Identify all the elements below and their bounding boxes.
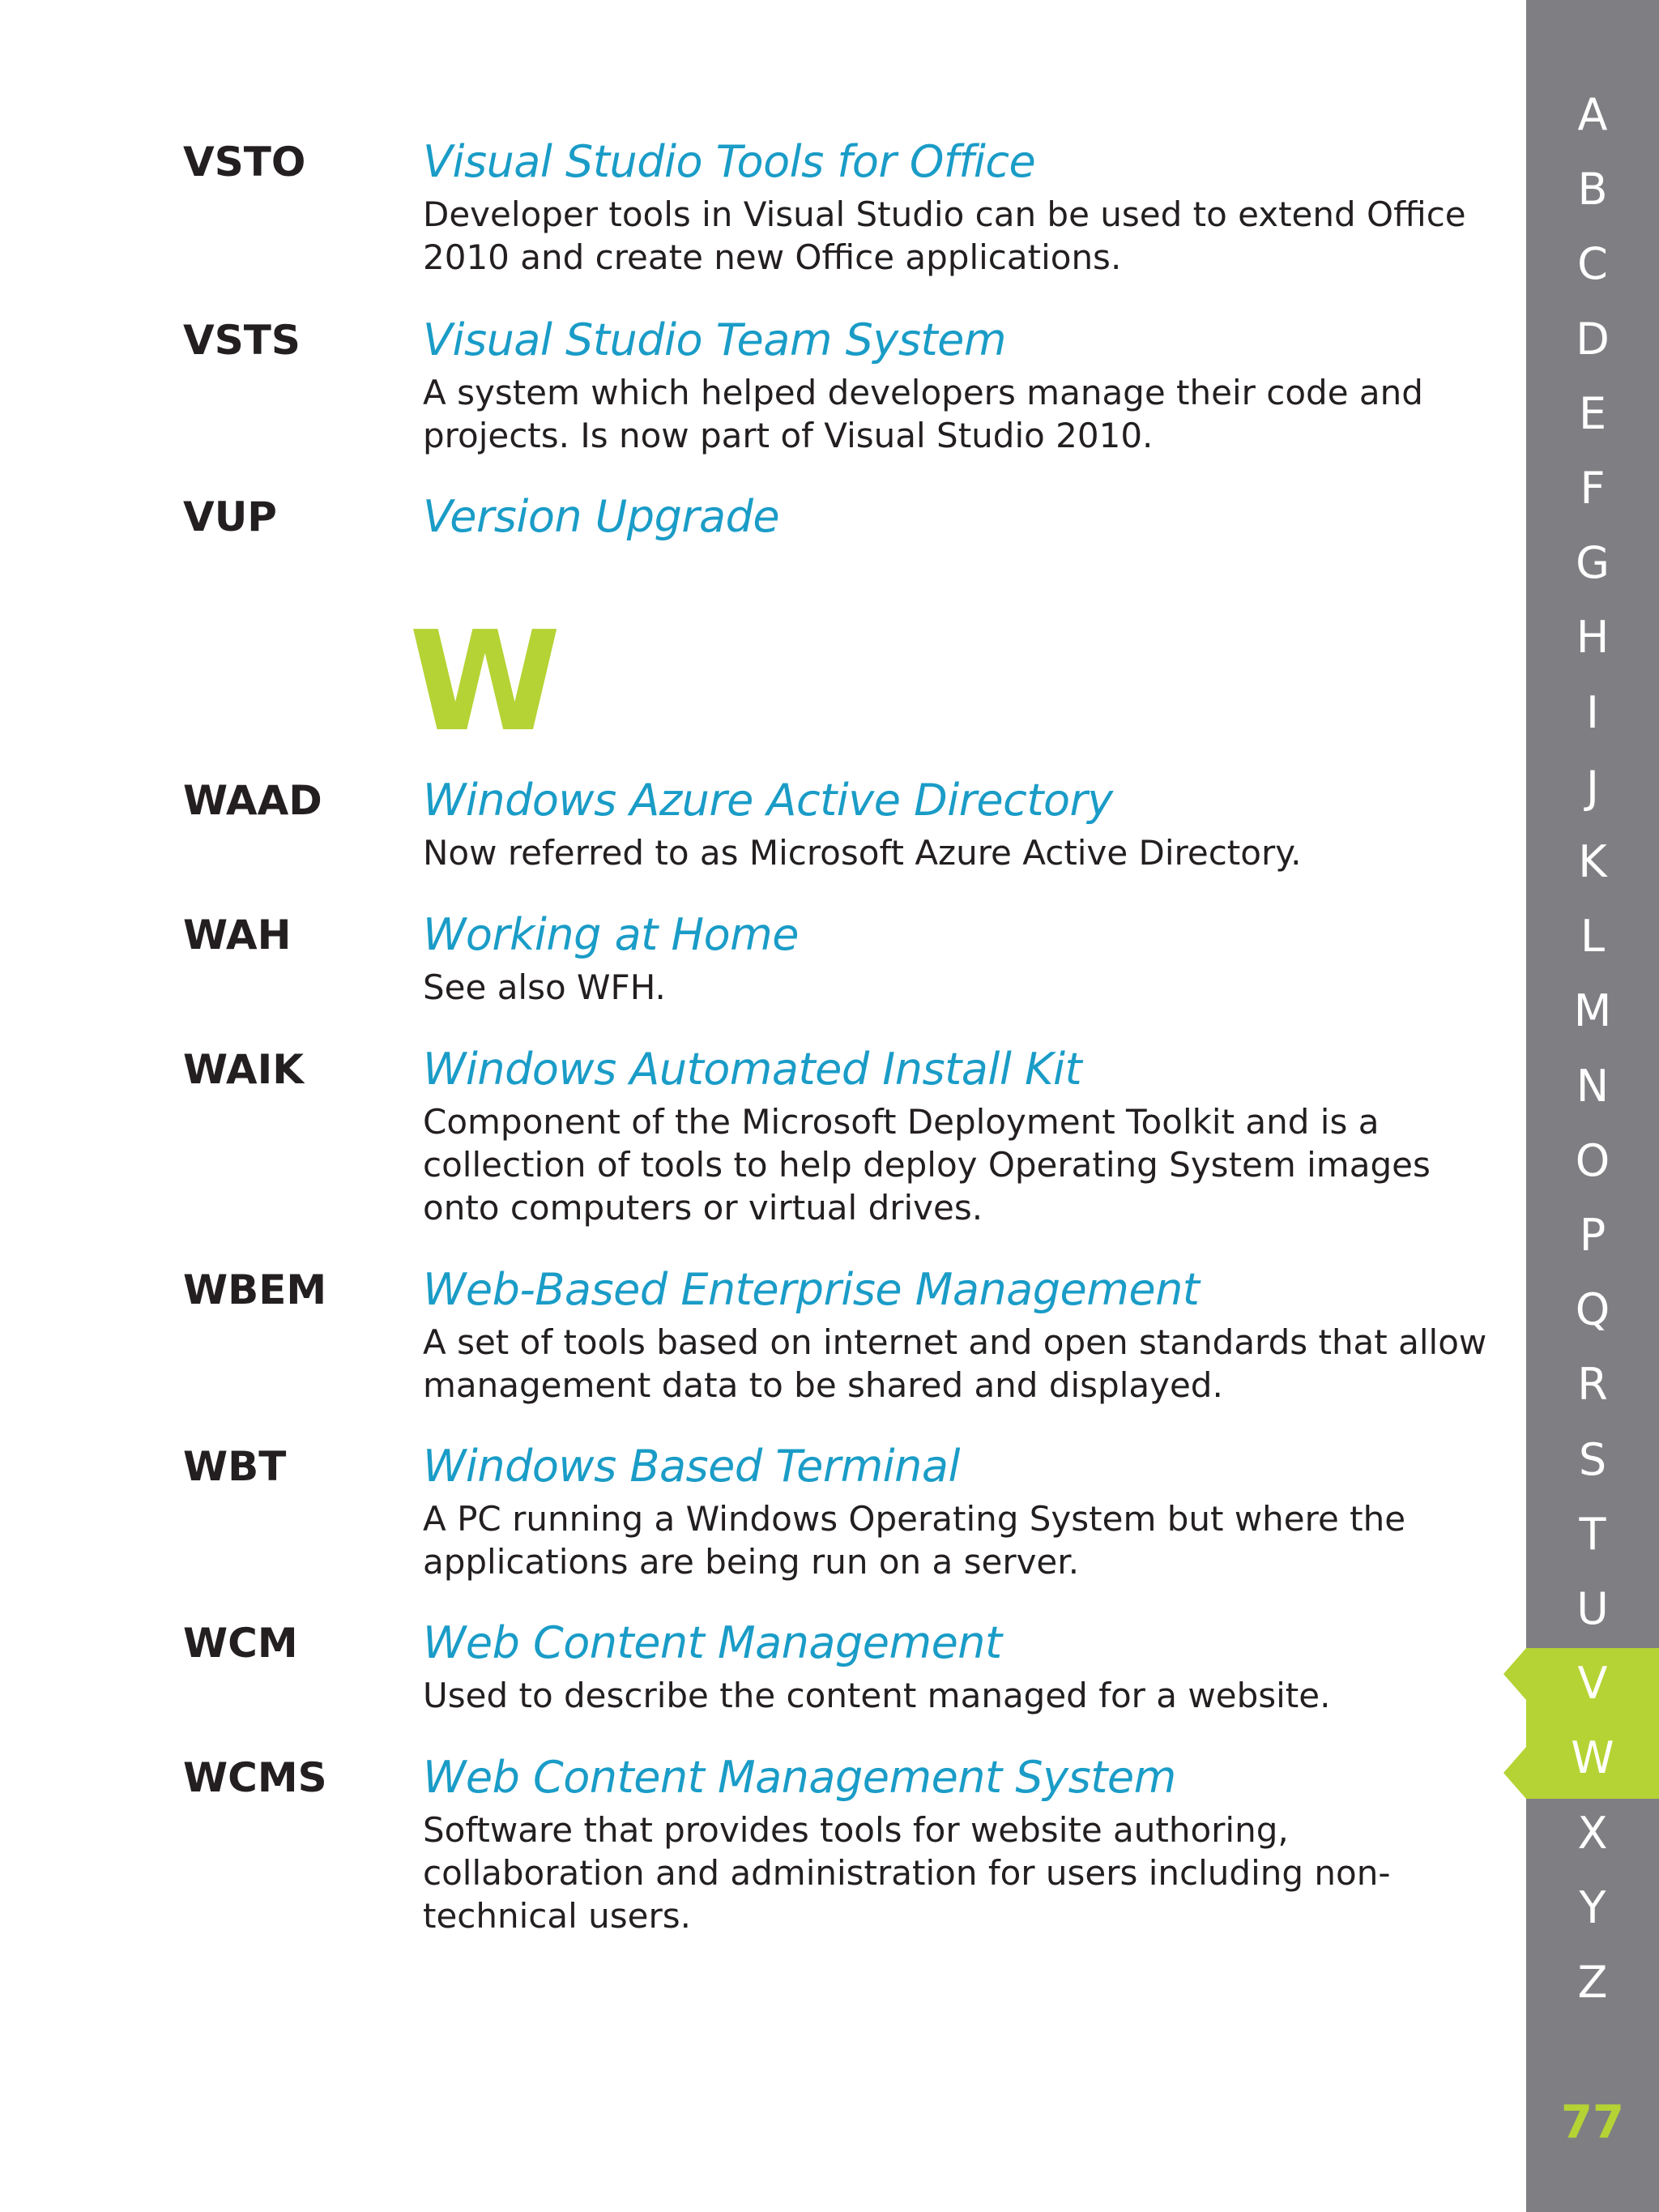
index-letter-r[interactable]: R	[1577, 1359, 1608, 1410]
entry-abbreviation: WAH	[183, 912, 292, 959]
description-line: A PC running a Windows Operating System but where the	[423, 1499, 1406, 1539]
description-line: technical users.	[423, 1896, 691, 1936]
entry-abbreviation: VUP	[183, 493, 277, 540]
entry-description	[423, 371, 1476, 457]
index-letter-q[interactable]: Q	[1575, 1284, 1610, 1335]
index-letter-c[interactable]: C	[1577, 238, 1608, 289]
index-letter-s[interactable]: S	[1578, 1434, 1607, 1485]
index-letter-p[interactable]: P	[1579, 1210, 1606, 1261]
entry-abbreviation: VSTO	[183, 139, 306, 186]
index-letter-o[interactable]: O	[1575, 1135, 1610, 1186]
index-letter-n[interactable]: N	[1576, 1061, 1610, 1112]
entry-expansion: Windows Based Terminal	[423, 1441, 960, 1492]
entry-expansion: Windows Azure Active Directory	[423, 775, 1113, 826]
index-letter-k[interactable]: K	[1578, 836, 1607, 887]
description-line: 2010 and create new Office applications.	[423, 237, 1122, 277]
entry-abbreviation: WAAD	[183, 777, 322, 824]
entry-description	[423, 831, 1476, 874]
description-line: A system which helped developers manage their code and	[423, 373, 1423, 412]
entry-abbreviation: WBEM	[183, 1266, 327, 1313]
index-letter-y[interactable]: Y	[1579, 1882, 1606, 1933]
entry-description	[423, 1808, 1476, 1937]
entry-description	[423, 1100, 1476, 1229]
entry-abbreviation: WCM	[183, 1620, 298, 1667]
entry-description	[423, 966, 1476, 1009]
index-letter-z[interactable]: Z	[1577, 1957, 1608, 2008]
index-letter-w[interactable]: W	[1571, 1732, 1614, 1783]
index-letter-f[interactable]: F	[1580, 463, 1606, 514]
entry-description	[423, 1674, 1476, 1717]
description-line: collection of tools to help deploy Operating System images	[423, 1145, 1431, 1185]
description-line: onto computers or virtual drives.	[423, 1188, 983, 1228]
entry-abbreviation: WBT	[183, 1443, 287, 1490]
entry-expansion: Visual Studio Tools for Office	[423, 136, 1036, 187]
entry-description	[423, 193, 1476, 279]
entry-expansion: Web Content Management System	[423, 1752, 1176, 1803]
index-letter-b[interactable]: B	[1577, 164, 1608, 215]
index-letter-m[interactable]: M	[1573, 985, 1612, 1036]
page-number: 77	[1561, 2096, 1624, 2149]
description-line: collaboration and administration for users including non-	[423, 1853, 1391, 1893]
index-letter-t[interactable]: T	[1579, 1509, 1606, 1560]
index-letter-e[interactable]: E	[1578, 388, 1607, 439]
index-letter-g[interactable]: G	[1576, 537, 1610, 588]
index-letter-d[interactable]: D	[1576, 314, 1610, 365]
description-line: See also WFH.	[423, 967, 666, 1007]
entry-description	[423, 1321, 1487, 1407]
entry-abbreviation: VSTS	[183, 317, 301, 364]
entry-expansion: Version Upgrade	[423, 491, 780, 542]
index-letter-u[interactable]: U	[1576, 1583, 1609, 1634]
description-line: Developer tools in Visual Studio can be used to extend Office	[423, 194, 1466, 234]
description-line: Used to describe the content managed for a website.	[423, 1676, 1331, 1715]
index-letter-l[interactable]: L	[1580, 911, 1606, 962]
section-heading-letter: W	[409, 602, 557, 762]
entry-description	[423, 1497, 1476, 1583]
description-line: A set of tools based on internet and open standards that allow	[423, 1322, 1487, 1362]
entry-abbreviation: WCMS	[183, 1754, 327, 1801]
description-line: management data to be shared and displayed.	[423, 1365, 1223, 1405]
entry-expansion: Visual Studio Team System	[423, 314, 1006, 365]
entry-abbreviation: WAIK	[183, 1046, 304, 1093]
description-line: applications are being run on a server.	[423, 1542, 1080, 1582]
entry-expansion: Web Content Management	[423, 1617, 1002, 1668]
description-line: Component of the Microsoft Deployment Toolkit and is a	[423, 1102, 1380, 1142]
entry-expansion: Working at Home	[423, 909, 799, 960]
description-line: Now referred to as Microsoft Azure Active Directory.	[423, 833, 1302, 873]
index-letter-j[interactable]: J	[1586, 762, 1599, 813]
index-letter-h[interactable]: H	[1576, 612, 1610, 663]
entry-expansion: Web-Based Enterprise Management	[423, 1264, 1200, 1315]
index-letter-i[interactable]: I	[1586, 687, 1599, 738]
description-line: projects. Is now part of Visual Studio 2010.	[423, 416, 1154, 455]
description-line: Software that provides tools for website authoring,	[423, 1810, 1289, 1850]
index-letter-x[interactable]: X	[1577, 1808, 1608, 1859]
entry-expansion: Windows Automated Install Kit	[423, 1044, 1082, 1095]
index-letter-a[interactable]: A	[1577, 89, 1608, 140]
index-letter-v[interactable]: V	[1577, 1658, 1608, 1709]
